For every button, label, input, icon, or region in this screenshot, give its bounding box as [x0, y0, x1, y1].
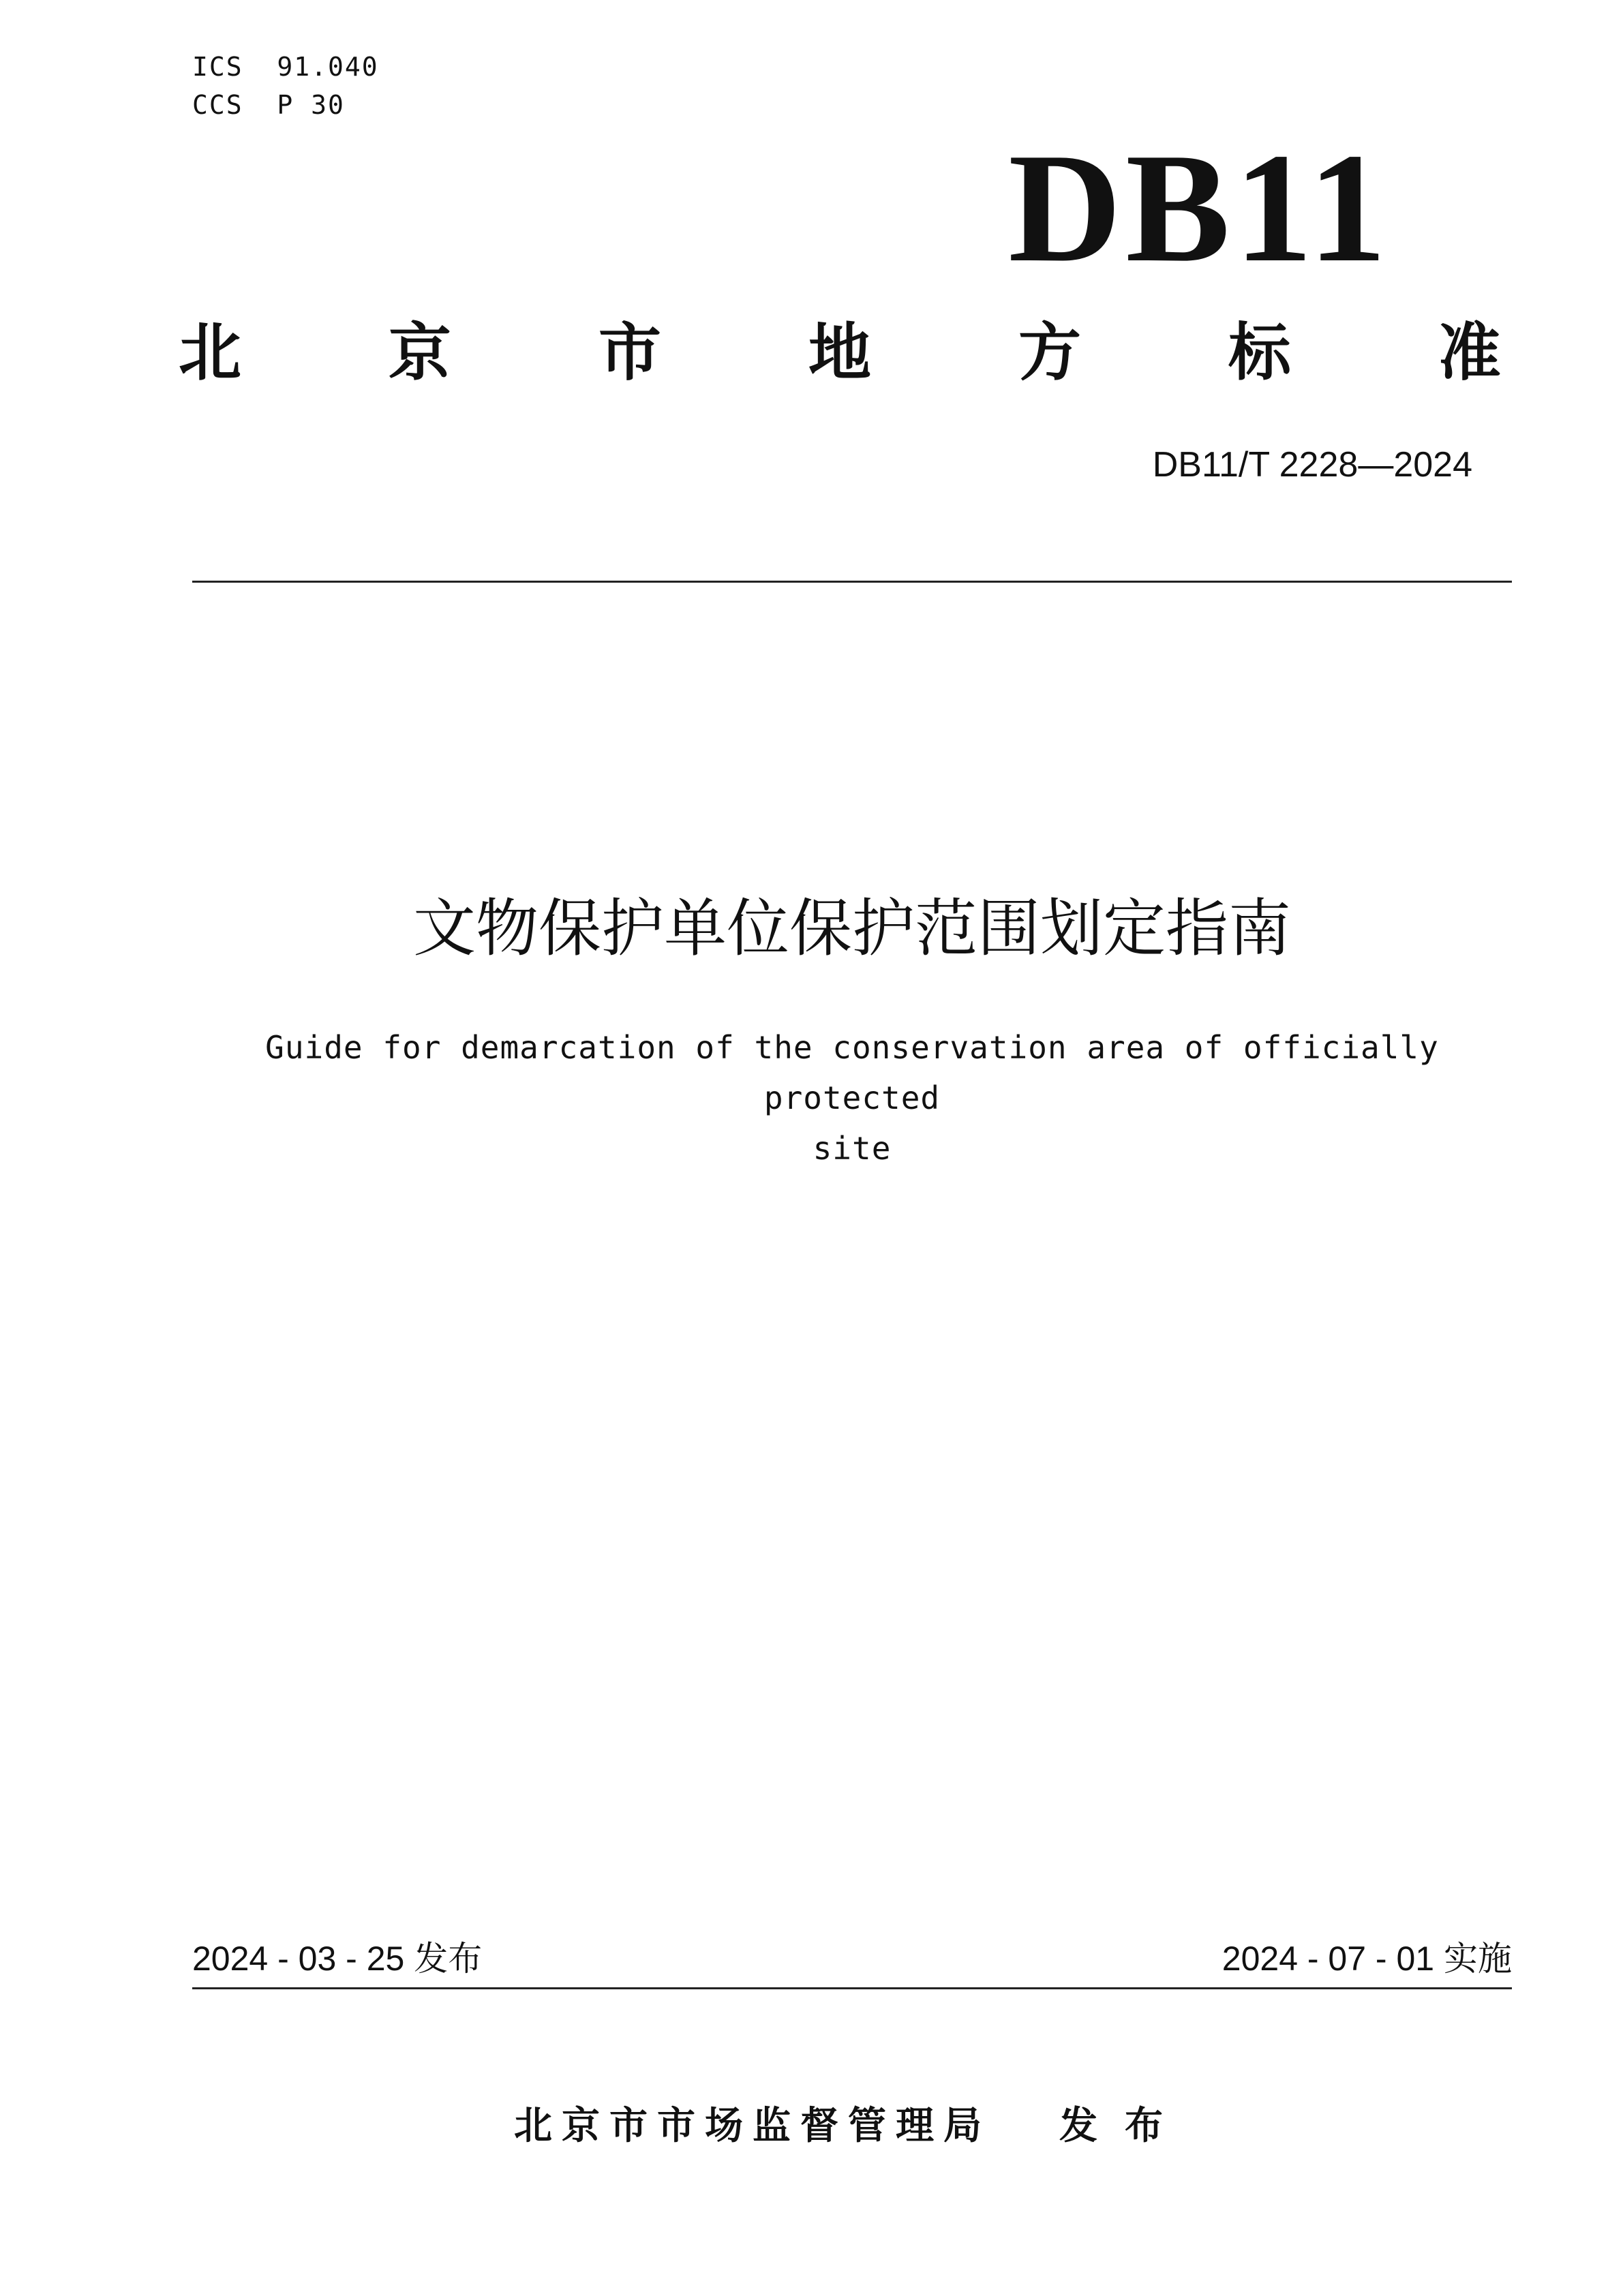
standard-type-char: 北	[179, 316, 242, 389]
standard-type-char: 方	[1018, 316, 1081, 389]
db11-emblem: DB11	[1008, 121, 1391, 294]
standard-type-char: 地	[808, 316, 871, 389]
ics-code: ICS 91.040	[192, 52, 379, 82]
document-title-english	[192, 1022, 1512, 1174]
header-divider	[192, 581, 1512, 583]
footer-divider	[192, 1987, 1512, 1989]
english-title-line-1: Guide for demarcation of the conservation area of officially protected	[265, 1029, 1439, 1116]
publication-date: 2024 - 03 - 25 发布	[192, 1940, 483, 1978]
standard-type-char: 准	[1438, 316, 1501, 389]
classification-codes	[192, 48, 379, 124]
english-title-line-2: site	[813, 1130, 892, 1167]
issuing-organization: 北京市市场监督管理局	[514, 2104, 991, 2148]
document-title-chinese: 文物保护单位保护范围划定指南	[412, 892, 1291, 965]
standard-type-char: 市	[598, 316, 661, 389]
issuer-line	[192, 2099, 1512, 2154]
standard-type	[179, 312, 1501, 394]
ccs-code: CCS P 30	[192, 90, 345, 120]
implementation-date: 2024 - 07 - 01 实施	[1222, 1940, 1512, 1978]
standard-number: DB11/T 2228—2024	[1152, 445, 1472, 485]
standard-type-char: 标	[1228, 316, 1291, 389]
issue-action: 发布	[1059, 2104, 1190, 2148]
standard-type-char: 京	[388, 316, 451, 389]
